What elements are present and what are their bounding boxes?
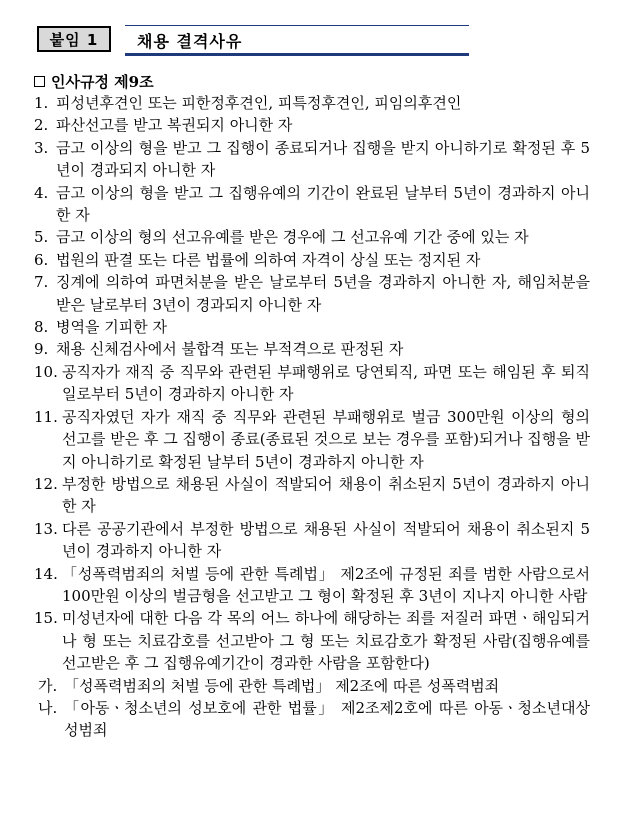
section-heading-text: 인사규정 제9조 <box>51 73 154 91</box>
list-item-text: 공직자가 재직 중 직무와 관련된 부패행위로 당연퇴직, 파면 또는 해임된 후 퇴직일로부터 5년이 경과하지 아니한 자 <box>62 362 590 404</box>
sub-list-item-text: 「아동ㆍ청소년의 성보호에 관한 법률」 제2조제2호에 따른 아동ㆍ청소년대상 성범죄 <box>64 698 590 740</box>
list-item <box>34 563 590 608</box>
list-item <box>34 182 590 227</box>
list-item-number: 9. <box>34 340 49 359</box>
list-item-text: 병역을 기피한 자 <box>56 318 167 337</box>
list-item-text: 피성년후견인 또는 피한정후견인, 피특정후견인, 피임의후견인 <box>56 94 462 112</box>
list-item-text: 금고 이상의 형을 받고 그 집행이 종료되거나 집행을 받지 아니하기로 확정된 후 5년이 경과되지 아니한 자 <box>56 138 590 180</box>
list-item-text: 다른 공공기관에서 부정한 방법으로 채용된 사실이 적발되어 채용이 취소된지 5년이 경과하지 아니한 자 <box>62 519 590 561</box>
list-item-text: 공직자였던 자가 재직 중 직무와 관련된 부패행위로 벌금 300만원 이상의 형의 선고를 받은 후 그 집행이 종료(종료된 것으로 보는 경우를 포함)되거나 집행을 받지 아니하기로 확정된 날부터 5년이 경과하지 아니한 자 <box>62 407 590 471</box>
header-top-rule <box>125 25 469 26</box>
list-item <box>34 406 590 473</box>
list-item-number: 8. <box>34 318 49 337</box>
list-item-number: 2. <box>34 116 49 135</box>
list-item-number: 3. <box>34 138 49 157</box>
list-item-number: 10. <box>34 362 58 381</box>
sub-list-item <box>38 697 590 742</box>
list-item-text: 「성폭력범죄의 처벌 등에 관한 특례법」 제2조에 규정된 죄를 범한 사람으로서 100만원 이상의 벌금형을 선고받고 그 형이 확정된 후 3년이 지나지 아니한 사람 <box>62 564 590 605</box>
list-item <box>34 114 590 136</box>
header-bottom-rule <box>125 53 469 56</box>
list-item-text: 부정한 방법으로 채용된 사실이 적발되어 채용이 취소된지 5년이 경과하지 아니한 자 <box>62 474 590 516</box>
sub-list-item-text: 「성폭력범죄의 처벌 등에 관한 특례법」 제2조에 따른 성폭력범죄 <box>64 676 500 695</box>
list-item-text: 파산선고를 받고 복권되지 아니한 자 <box>56 116 293 135</box>
list-item <box>34 518 590 563</box>
list-item-number: 14. <box>34 564 58 583</box>
list-item-text: 금고 이상의 형을 받고 그 집행유예의 기간이 완료된 날부터 5년이 경과하지 아니한 자 <box>56 183 590 225</box>
list-item-number: 5. <box>34 228 49 247</box>
list-item <box>34 226 590 248</box>
list-item-text: 채용 신체검사에서 불합격 또는 부적격으로 판정된 자 <box>56 340 404 359</box>
list-item-number: 7. <box>34 273 49 292</box>
list-item-number: 15. <box>34 609 58 628</box>
list-item-number: 13. <box>34 519 58 538</box>
disqualification-list <box>34 92 590 742</box>
list-item <box>34 316 590 338</box>
list-item-text: 법원의 판결 또는 다른 법률에 의하여 자격이 상실 또는 정지된 자 <box>56 250 481 269</box>
list-item <box>34 338 590 360</box>
list-item-text: 징계에 의하여 파면처분을 받은 날로부터 5년을 경과하지 아니한 자, 해임처분을 받은 날로부터 3년이 경과되지 아니한 자 <box>56 273 590 314</box>
sub-list-item-marker: 가. <box>38 676 58 695</box>
list-item-number: 4. <box>34 183 49 202</box>
list-item <box>34 473 590 518</box>
list-item-text: 금고 이상의 형의 선고유예를 받은 경우에 그 선고유예 기간 중에 있는 자 <box>56 228 529 247</box>
section-heading <box>34 71 154 92</box>
list-item <box>34 92 590 114</box>
sub-list-item-marker: 나. <box>38 698 58 717</box>
list-item <box>34 607 590 674</box>
list-item-number: 12. <box>34 474 58 493</box>
list-item <box>34 271 590 316</box>
list-item-number: 11. <box>34 407 58 426</box>
list-item <box>34 249 590 271</box>
list-item <box>34 361 590 406</box>
attachment-badge: 붙임 1 <box>37 26 111 52</box>
sub-list-item <box>38 675 590 697</box>
checkbox-square-icon <box>34 76 45 87</box>
page-title: 채용 결격사유 <box>137 32 243 51</box>
list-item-number: 6. <box>34 250 49 269</box>
list-item <box>34 137 590 182</box>
list-item-text: 미성년자에 대한 다음 각 목의 어느 하나에 해당하는 죄를 저질러 파면ㆍ해임되거나 형 또는 치료감호를 선고받아 그 형 또는 치료감호가 확정된 사람(집행유예를 선고받은 후 그 집행유예기간이 경과한 사람을 포함한다) <box>62 609 590 673</box>
list-item-number: 1. <box>34 94 49 112</box>
